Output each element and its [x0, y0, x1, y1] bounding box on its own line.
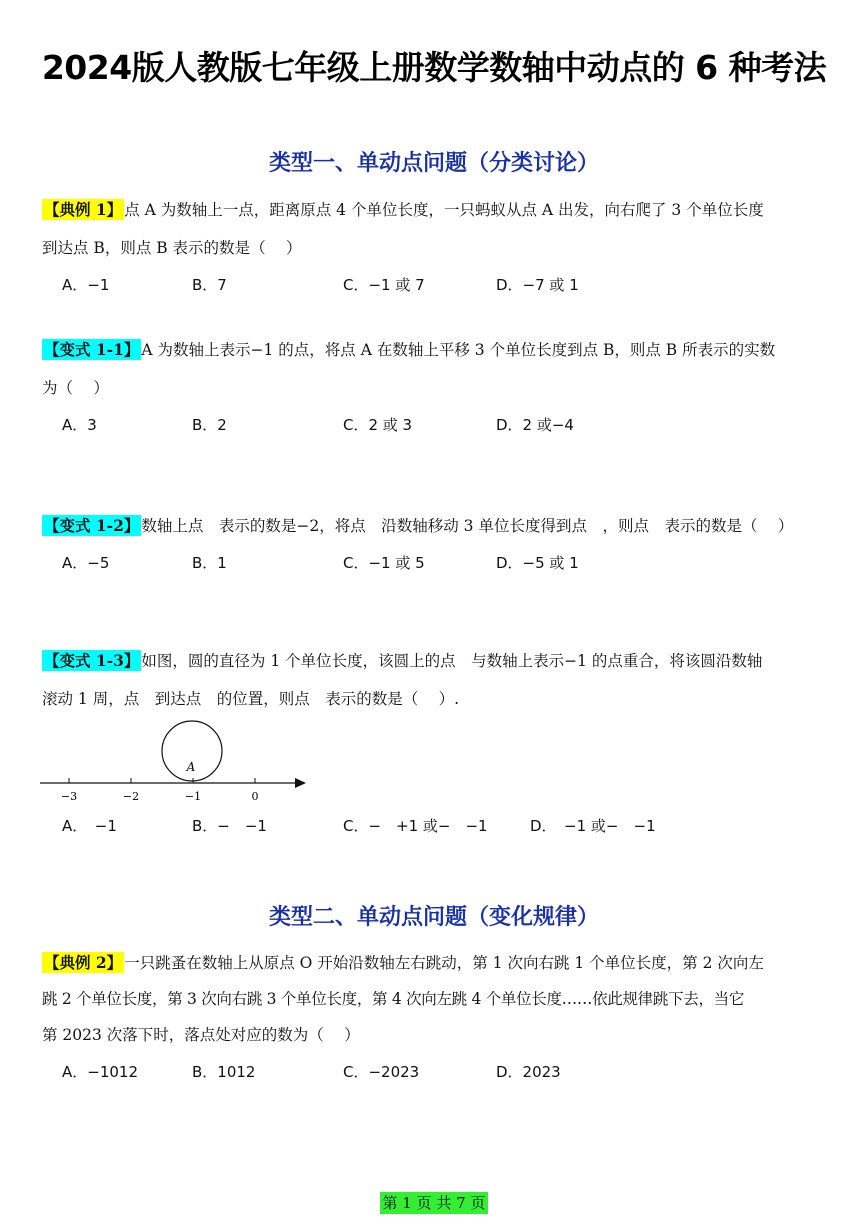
- variant-1-2-tag: 【变式 1-2】: [44, 516, 140, 535]
- circle-point-label: A: [186, 760, 196, 774]
- example-2-tag: 【典例 2】: [44, 953, 123, 972]
- variant-1-3-text-1: 如图，圆的直径为 1 个单位长度，该圆上的点 与数轴上表示−1 的点重合，将该圆沿数轴: [141, 652, 763, 670]
- section-heading-2: 类型二、单动点问题（变化规律）: [268, 905, 599, 930]
- example-1-option-c: C．−1 或 7: [343, 276, 425, 294]
- example-2-line-2: 跳 2 个单位长度，第 3 次向右跳 3 个单位长度，第 4 次向左跳 4 个单位长度……依此规律跳下去，当它: [42, 990, 745, 1008]
- page-footer: [0, 1192, 868, 1213]
- variant-1-3-line-2: 滚动 1 周，点 到达点 的位置，则点 表示的数是（ ）.: [42, 690, 460, 708]
- variant-1-3-tag: 【变式 1-3】: [44, 651, 140, 670]
- example-1-text-1: 点 A 为数轴上一点，距离原点 4 个单位长度，一只蚂蚁从点 A 出发，向右爬了 3 个单位长度: [124, 201, 764, 219]
- example-2-line-1: [42, 953, 764, 973]
- variant-1-2-option-a: A．−5: [62, 554, 110, 572]
- example-1-line-1: [42, 200, 764, 220]
- example-1-option-a: A．−1: [62, 276, 110, 294]
- example-1-tag: 【典例 1】: [44, 200, 123, 219]
- variant-1-2-option-d: D．−5 或 1: [496, 554, 579, 572]
- variant-1-2-option-c: C．−1 或 5: [343, 554, 425, 572]
- page-number: 第 1 页 共 7 页: [380, 1192, 489, 1214]
- variant-1-3-option-a: A． −1: [62, 817, 117, 835]
- tick-label-0: 0: [251, 790, 259, 803]
- variant-1-1-option-a: A．3: [62, 416, 97, 434]
- variant-1-3-option-c: C．− +1 或− −1: [343, 817, 488, 835]
- page-title: 2024版人教版七年级上册数学数轴中动点的 6 种考法: [41, 48, 827, 87]
- example-2-text-1: 一只跳蚤在数轴上从原点 O 开始沿数轴左右跳动，第 1 次向右跳 1 个单位长度，第 2 次向左: [124, 954, 764, 972]
- example-2-option-b: B．1012: [192, 1063, 256, 1081]
- variant-1-2-line-1: [42, 516, 793, 536]
- example-2-option-a: A．−1012: [62, 1063, 139, 1081]
- variant-1-1-option-c: C．2 或 3: [343, 416, 413, 434]
- variant-1-2-option-b: B．1: [192, 554, 227, 572]
- variant-1-2-text-1: 数轴上点 表示的数是−2，将点 沿数轴移动 3 单位长度得到点 ，则点 表示的数是（ ）: [141, 517, 794, 535]
- variant-1-3-line-1: [42, 651, 762, 671]
- number-line-figure: [36, 718, 316, 808]
- section-heading-1: 类型一、单动点问题（分类讨论）: [268, 151, 599, 176]
- example-1-line-2: 到达点 B，则点 B 表示的数是（ ）: [42, 239, 302, 257]
- variant-1-3-option-b: B．− −1: [192, 817, 267, 835]
- example-2-line-3: 第 2023 次落下时，落点处对应的数为（ ）: [42, 1026, 360, 1044]
- tick-label-neg1: −1: [184, 790, 202, 803]
- example-1-option-b: B．7: [192, 276, 227, 294]
- variant-1-1-text-1: A 为数轴上表示−1 的点，将点 A 在数轴上平移 3 个单位长度到点 B，则点 B 所表示的实数: [141, 341, 776, 359]
- tick-label-neg2: −2: [122, 790, 140, 803]
- variant-1-1-option-d: D．2 或−4: [496, 416, 574, 434]
- example-2-option-c: C．−2023: [343, 1063, 420, 1081]
- example-2-option-d: D．2023: [496, 1063, 561, 1081]
- variant-1-1-option-b: B．2: [192, 416, 227, 434]
- variant-1-1-line-1: [42, 340, 775, 360]
- tick-label-neg3: −3: [60, 790, 78, 803]
- variant-1-1-tag: 【变式 1-1】: [44, 340, 140, 359]
- arrow-right-icon: [295, 778, 306, 788]
- example-1-option-d: D．−7 或 1: [496, 276, 579, 294]
- variant-1-1-line-2: 为（ ）: [42, 379, 109, 397]
- variant-1-3-option-d: D． −1 或− −1: [530, 817, 656, 835]
